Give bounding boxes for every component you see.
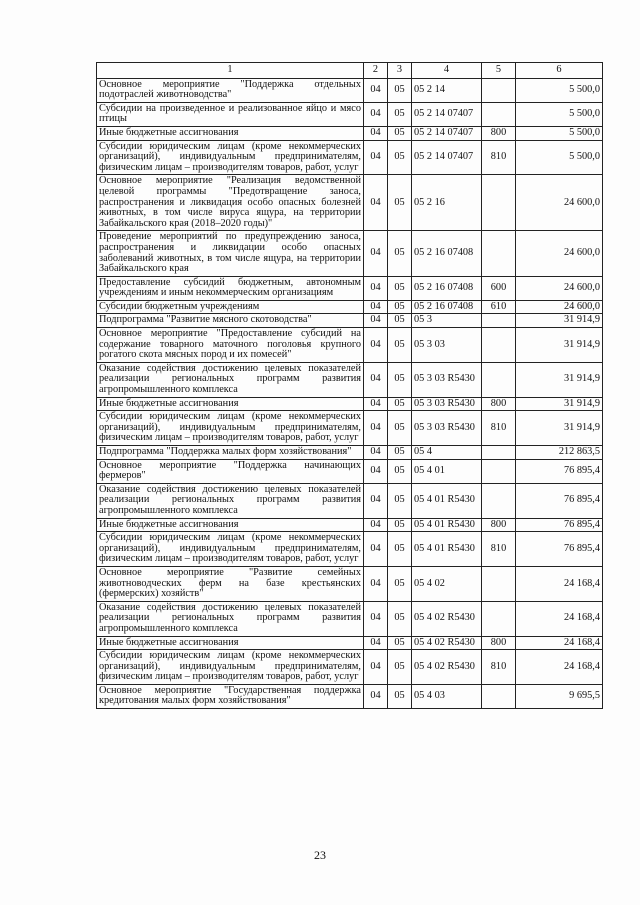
row-vr — [482, 566, 516, 601]
row-pr: 05 — [388, 483, 412, 518]
row-pr: 05 — [388, 126, 412, 140]
row-pr: 05 — [388, 532, 412, 567]
row-rz: 04 — [364, 300, 388, 314]
row-pr: 05 — [388, 231, 412, 276]
row-vr: 800 — [482, 518, 516, 532]
row-sum: 24 600,0 — [516, 300, 603, 314]
row-vr — [482, 314, 516, 328]
row-name: Иные бюджетные ассигнования — [97, 126, 364, 140]
row-csr: 05 4 03 — [412, 684, 482, 708]
row-rz: 04 — [364, 78, 388, 102]
row-name: Субсидии юридическим лицам (кроме некоммерческих организаций), индивидуальным предпринимателям, физическим лицам – производителям товаров, работ, услуг — [97, 411, 364, 446]
row-csr: 05 2 16 07408 — [412, 276, 482, 300]
row-csr: 05 3 03 R5430 — [412, 362, 482, 397]
row-vr: 800 — [482, 636, 516, 650]
table-row — [97, 126, 603, 140]
row-name: Проведение мероприятий по предупреждению заноса, распространения и ликвидации особо опасных заболеваний животных, в том числе ящура, на территории Забайкальского края — [97, 231, 364, 276]
row-rz: 04 — [364, 175, 388, 231]
row-rz: 04 — [364, 276, 388, 300]
table-row — [97, 78, 603, 102]
row-name: Субсидии на произведенное и реализованное яйцо и мясо птицы — [97, 102, 364, 126]
row-name: Основное мероприятие "Поддержка начинающих фермеров" — [97, 459, 364, 483]
row-name: Основное мероприятие "Поддержка отдельных подотраслей животноводства" — [97, 78, 364, 102]
row-name: Оказание содействия достижению целевых показателей реализации региональных программ развития агропромышленного комплекса — [97, 362, 364, 397]
row-csr: 05 2 14 — [412, 78, 482, 102]
row-name: Основное мероприятие "Развитие семейных животноводческих ферм на базе крестьянских (фермерских) хозяйств" — [97, 566, 364, 601]
row-rz: 04 — [364, 231, 388, 276]
header-vr: 5 — [482, 63, 516, 79]
row-vr: 610 — [482, 300, 516, 314]
row-rz: 04 — [364, 102, 388, 126]
row-csr: 05 3 03 R5430 — [412, 397, 482, 411]
row-sum: 24 600,0 — [516, 276, 603, 300]
row-sum: 31 914,9 — [516, 362, 603, 397]
budget-table — [96, 62, 603, 709]
row-name: Основное мероприятие "Реализация ведомственной целевой программы "Предотвращение заноса, распространения и ликвидация особо опасных болезней животных, в том числе вируса ящура, на территории Забайкальского края (2018–2020 годы)" — [97, 175, 364, 231]
header-rz: 2 — [364, 63, 388, 79]
row-rz: 04 — [364, 411, 388, 446]
table-row — [97, 314, 603, 328]
row-pr: 05 — [388, 518, 412, 532]
page-number: 23 — [314, 848, 326, 862]
row-csr: 05 2 16 07408 — [412, 300, 482, 314]
table-row — [97, 650, 603, 685]
row-pr: 05 — [388, 362, 412, 397]
row-vr — [482, 102, 516, 126]
header-sum: 6 — [516, 63, 603, 79]
row-csr: 05 4 01 R5430 — [412, 483, 482, 518]
row-vr — [482, 459, 516, 483]
row-sum: 24 600,0 — [516, 231, 603, 276]
row-csr: 05 2 14 07407 — [412, 126, 482, 140]
row-pr: 05 — [388, 175, 412, 231]
row-csr: 05 4 02 R5430 — [412, 636, 482, 650]
row-name: Субсидии юридическим лицам (кроме некоммерческих организаций), индивидуальным предпринимателям, физическим лицам – производителям товаров, работ, услуг — [97, 532, 364, 567]
table-row — [97, 532, 603, 567]
row-name: Основное мероприятие "Государственная поддержка кредитования малых форм хозяйствования" — [97, 684, 364, 708]
row-pr: 05 — [388, 411, 412, 446]
row-name: Иные бюджетные ассигнования — [97, 636, 364, 650]
row-sum: 76 895,4 — [516, 518, 603, 532]
row-vr: 600 — [482, 276, 516, 300]
row-rz: 04 — [364, 397, 388, 411]
row-sum: 76 895,4 — [516, 532, 603, 567]
table-row — [97, 102, 603, 126]
table-row — [97, 276, 603, 300]
row-vr — [482, 446, 516, 460]
table-row — [97, 300, 603, 314]
row-rz: 04 — [364, 566, 388, 601]
table-row — [97, 362, 603, 397]
row-sum: 31 914,9 — [516, 411, 603, 446]
row-name: Иные бюджетные ассигнования — [97, 397, 364, 411]
row-pr: 05 — [388, 684, 412, 708]
row-sum: 76 895,4 — [516, 483, 603, 518]
row-rz: 04 — [364, 532, 388, 567]
row-vr — [482, 175, 516, 231]
row-vr — [482, 328, 516, 363]
table-row — [97, 397, 603, 411]
row-vr — [482, 483, 516, 518]
row-sum: 24 168,4 — [516, 566, 603, 601]
row-rz: 04 — [364, 314, 388, 328]
row-pr: 05 — [388, 300, 412, 314]
row-csr: 05 4 01 R5430 — [412, 532, 482, 567]
row-sum: 9 695,5 — [516, 684, 603, 708]
row-sum: 5 500,0 — [516, 140, 603, 175]
table-row — [97, 459, 603, 483]
table-row — [97, 175, 603, 231]
header-pr: 3 — [388, 63, 412, 79]
row-csr: 05 4 02 R5430 — [412, 601, 482, 636]
row-csr: 05 3 — [412, 314, 482, 328]
row-name: Подпрограмма "Развитие мясного скотоводства" — [97, 314, 364, 328]
row-pr: 05 — [388, 276, 412, 300]
row-rz: 04 — [364, 362, 388, 397]
row-rz: 04 — [364, 126, 388, 140]
row-vr: 810 — [482, 650, 516, 685]
row-pr: 05 — [388, 446, 412, 460]
table-row — [97, 636, 603, 650]
row-vr — [482, 231, 516, 276]
table-header-row — [97, 63, 603, 79]
row-pr: 05 — [388, 459, 412, 483]
row-sum: 31 914,9 — [516, 328, 603, 363]
table-body — [97, 78, 603, 708]
row-csr: 05 2 16 07408 — [412, 231, 482, 276]
row-pr: 05 — [388, 397, 412, 411]
row-vr: 810 — [482, 140, 516, 175]
row-rz: 04 — [364, 684, 388, 708]
row-csr: 05 3 03 R5430 — [412, 411, 482, 446]
row-rz: 04 — [364, 636, 388, 650]
row-vr: 800 — [482, 397, 516, 411]
row-rz: 04 — [364, 483, 388, 518]
row-rz: 04 — [364, 601, 388, 636]
row-rz: 04 — [364, 650, 388, 685]
row-name: Предоставление субсидий бюджетным, автономным учреждениям и иным некоммерческим организациям — [97, 276, 364, 300]
row-sum: 31 914,9 — [516, 397, 603, 411]
row-csr: 05 2 16 — [412, 175, 482, 231]
row-csr: 05 2 14 07407 — [412, 102, 482, 126]
row-sum: 31 914,9 — [516, 314, 603, 328]
row-vr: 810 — [482, 532, 516, 567]
row-sum: 5 500,0 — [516, 102, 603, 126]
row-sum: 24 168,4 — [516, 601, 603, 636]
row-rz: 04 — [364, 140, 388, 175]
row-pr: 05 — [388, 328, 412, 363]
row-csr: 05 4 01 — [412, 459, 482, 483]
row-pr: 05 — [388, 102, 412, 126]
row-name: Субсидии юридическим лицам (кроме некоммерческих организаций), индивидуальным предпринимателям, физическим лицам – производителям товаров, работ, услуг — [97, 650, 364, 685]
row-rz: 04 — [364, 446, 388, 460]
row-vr: 810 — [482, 411, 516, 446]
table-row — [97, 231, 603, 276]
row-rz: 04 — [364, 459, 388, 483]
header-csr: 4 — [412, 63, 482, 79]
table-row — [97, 518, 603, 532]
row-csr: 05 4 02 — [412, 566, 482, 601]
table-row — [97, 601, 603, 636]
row-name: Оказание содействия достижению целевых показателей реализации региональных программ развития агропромышленного комплекса — [97, 483, 364, 518]
row-csr: 05 4 — [412, 446, 482, 460]
row-csr: 05 4 02 R5430 — [412, 650, 482, 685]
row-name: Иные бюджетные ассигнования — [97, 518, 364, 532]
row-rz: 04 — [364, 328, 388, 363]
row-sum: 24 168,4 — [516, 650, 603, 685]
row-csr: 05 2 14 07407 — [412, 140, 482, 175]
table-row — [97, 684, 603, 708]
row-pr: 05 — [388, 636, 412, 650]
table-row — [97, 140, 603, 175]
row-vr — [482, 601, 516, 636]
row-pr: 05 — [388, 78, 412, 102]
header-name: 1 — [97, 63, 364, 79]
row-vr — [482, 684, 516, 708]
row-sum: 24 168,4 — [516, 636, 603, 650]
row-name: Субсидии бюджетным учреждениям — [97, 300, 364, 314]
row-name: Подпрограмма "Поддержка малых форм хозяйствования" — [97, 446, 364, 460]
row-pr: 05 — [388, 314, 412, 328]
row-csr: 05 3 03 — [412, 328, 482, 363]
row-vr — [482, 362, 516, 397]
row-pr: 05 — [388, 601, 412, 636]
table-row — [97, 483, 603, 518]
row-sum: 24 600,0 — [516, 175, 603, 231]
row-pr: 05 — [388, 650, 412, 685]
row-rz: 04 — [364, 518, 388, 532]
row-sum: 212 863,5 — [516, 446, 603, 460]
table-row — [97, 446, 603, 460]
row-sum: 5 500,0 — [516, 126, 603, 140]
row-name: Субсидии юридическим лицам (кроме некоммерческих организаций), индивидуальным предпринимателям, физическим лицам – производителям товаров, работ, услуг — [97, 140, 364, 175]
row-pr: 05 — [388, 140, 412, 175]
table-row — [97, 411, 603, 446]
table-row — [97, 328, 603, 363]
row-pr: 05 — [388, 566, 412, 601]
row-sum: 76 895,4 — [516, 459, 603, 483]
row-name: Основное мероприятие "Предоставление субсидий на содержание товарного маточного поголовья крупного рогатого скота мясных пород и их помесей" — [97, 328, 364, 363]
row-vr: 800 — [482, 126, 516, 140]
table-row — [97, 566, 603, 601]
row-csr: 05 4 01 R5430 — [412, 518, 482, 532]
row-vr — [482, 78, 516, 102]
row-name: Оказание содействия достижению целевых показателей реализации региональных программ развития агропромышленного комплекса — [97, 601, 364, 636]
row-sum: 5 500,0 — [516, 78, 603, 102]
